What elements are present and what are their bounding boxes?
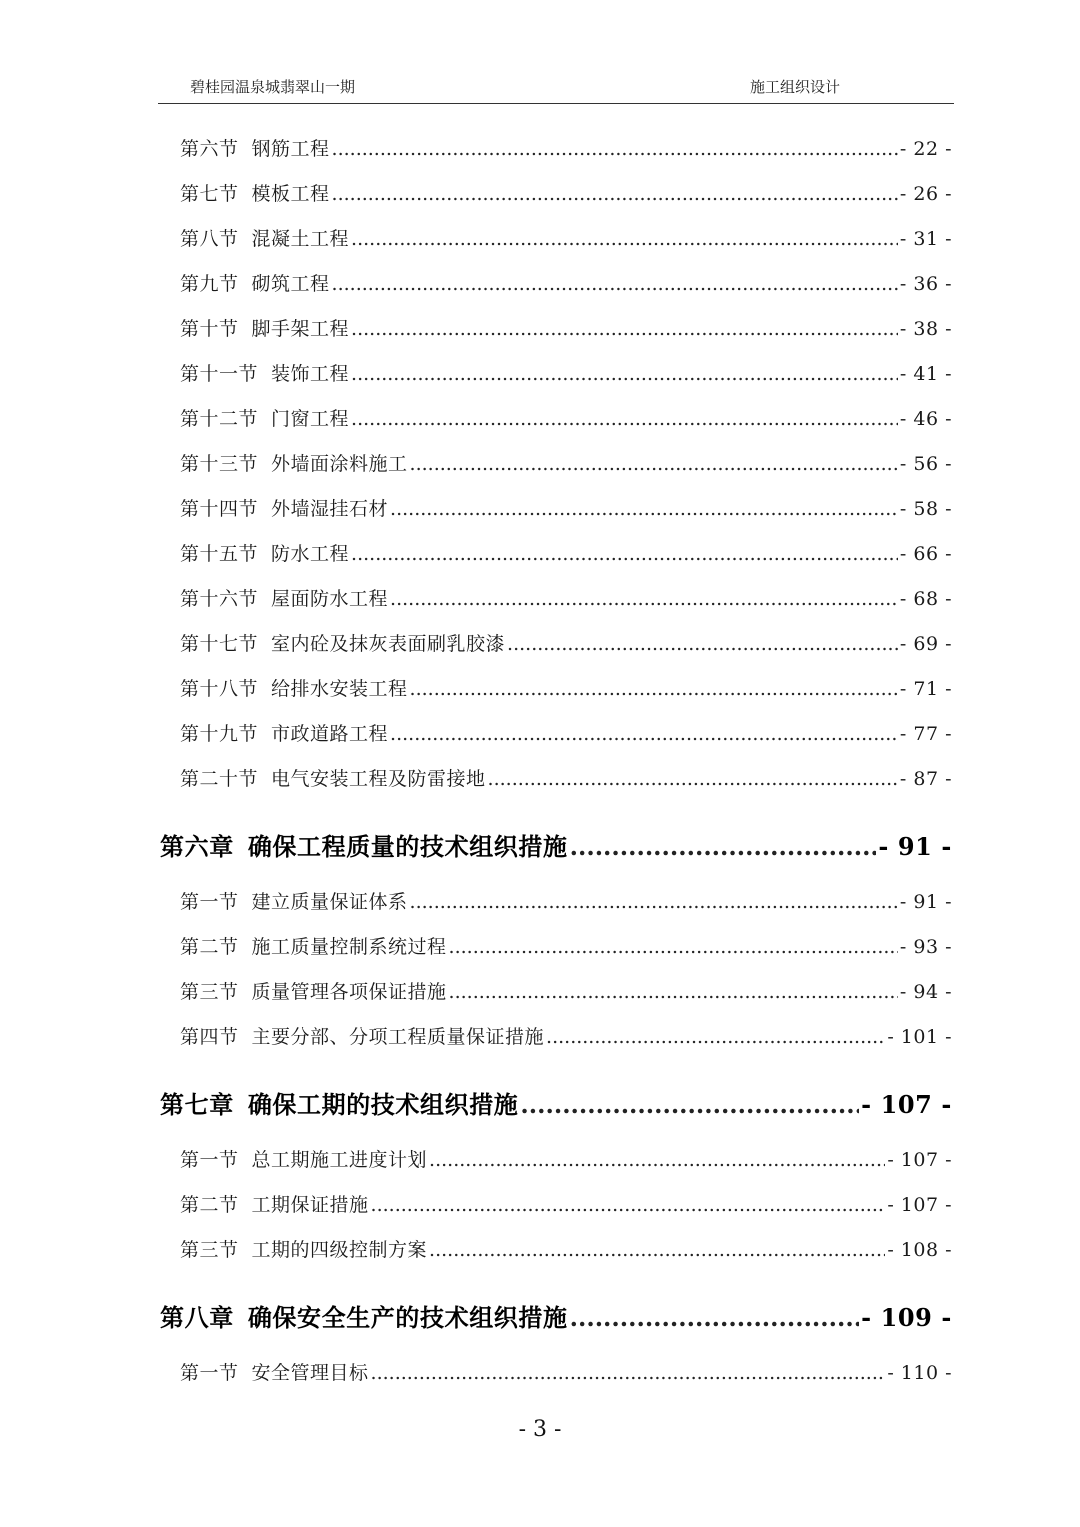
toc-entry-page: - 71 -	[899, 678, 952, 700]
toc-dot-leader	[371, 1194, 886, 1216]
toc-entry-label	[180, 977, 447, 1004]
toc-entry-number: 第九节	[180, 273, 239, 295]
toc-entry-title: 钢筋工程	[251, 138, 330, 160]
toc-chapter-entry[interactable]	[160, 1085, 952, 1120]
toc-entry-number: 第七节	[180, 183, 239, 205]
toc-entry-page: - 66 -	[899, 543, 952, 565]
toc-entry-page: - 22 -	[899, 138, 952, 160]
toc-entry-number: 第十八节	[180, 678, 259, 700]
toc-entry-page: - 94 -	[899, 981, 952, 1003]
toc-entry-page: - 46 -	[899, 408, 952, 430]
toc-dot-leader	[351, 543, 898, 565]
toc-entry-page: - 91 -	[899, 891, 952, 913]
toc-entry-page: - 68 -	[899, 588, 952, 610]
toc-entry-number: 第六节	[180, 138, 239, 160]
toc-entry-label	[180, 314, 349, 341]
toc-section-entry[interactable]	[180, 629, 952, 656]
toc-entry-number: 第十九节	[180, 723, 259, 745]
toc-section-entry[interactable]	[180, 584, 952, 611]
toc-entry-number: 第三节	[180, 981, 239, 1003]
toc-section-entry[interactable]	[180, 539, 952, 566]
toc-dot-leader	[371, 1362, 886, 1384]
toc-entry-title: 给排水安装工程	[271, 678, 408, 700]
toc-entry-page: - 107 -	[887, 1194, 952, 1216]
toc-entry-page: - 31 -	[899, 228, 952, 250]
toc-dot-leader	[520, 1090, 859, 1119]
toc-dot-leader	[429, 1149, 885, 1171]
toc-dot-leader	[410, 453, 898, 475]
toc-dot-leader	[390, 588, 898, 610]
toc-entry-page: - 26 -	[899, 183, 952, 205]
toc-entry-page: - 77 -	[899, 723, 952, 745]
toc-entry-label	[160, 1085, 518, 1120]
toc-entry-page: - 69 -	[899, 633, 952, 655]
toc-entry-page: - 87 -	[899, 768, 952, 790]
toc-entry-title: 建立质量保证体系	[251, 891, 408, 913]
toc-entry-title: 市政道路工程	[271, 723, 389, 745]
toc-entry-page: - 58 -	[899, 498, 952, 520]
toc-entry-title: 总工期施工进度计划	[251, 1149, 428, 1171]
toc-entry-page: - 41 -	[899, 363, 952, 385]
toc-entry-title: 外墙湿挂石材	[271, 498, 389, 520]
toc-section-entry[interactable]	[180, 887, 952, 914]
toc-entry-title: 主要分部、分项工程质量保证措施	[251, 1026, 545, 1048]
toc-entry-label	[180, 674, 408, 701]
toc-entry-number: 第四节	[180, 1026, 239, 1048]
toc-entry-label	[180, 539, 349, 566]
toc-dot-leader	[351, 228, 898, 250]
toc-section-entry[interactable]	[180, 977, 952, 1004]
toc-entry-title: 工期的四级控制方案	[251, 1239, 428, 1261]
toc-entry-page: - 108 -	[887, 1239, 952, 1261]
toc-entry-label	[180, 179, 330, 206]
toc-dot-leader	[332, 183, 898, 205]
toc-dot-leader	[546, 1026, 885, 1048]
toc-section-entry[interactable]	[180, 359, 952, 386]
toc-entry-number: 第十六节	[180, 588, 259, 610]
toc-entry-label	[180, 494, 388, 521]
toc-dot-leader	[332, 273, 898, 295]
header-project-name: 碧桂园温泉城翡翠山一期	[190, 78, 356, 96]
toc-entry-number: 第六章	[160, 832, 234, 861]
toc-chapter-entry[interactable]	[160, 1298, 952, 1333]
toc-entry-title: 门窗工程	[271, 408, 350, 430]
toc-section-entry[interactable]	[180, 1358, 952, 1385]
toc-entry-label	[180, 224, 349, 251]
toc-entry-page: - 109 -	[861, 1303, 952, 1332]
toc-entry-page: - 93 -	[899, 936, 952, 958]
page-number: - 3 -	[518, 1417, 562, 1442]
toc-entry-label	[180, 1235, 427, 1262]
toc-entry-number: 第三节	[180, 1239, 239, 1261]
toc-dot-leader	[351, 408, 898, 430]
toc-entry-title: 屋面防水工程	[271, 588, 389, 610]
toc-entry-number: 第二十节	[180, 768, 259, 790]
toc-entry-page: - 110 -	[887, 1362, 952, 1384]
toc-entry-title: 砌筑工程	[251, 273, 330, 295]
toc-entry-label	[180, 1190, 369, 1217]
toc-entry-title: 确保工期的技术组织措施	[247, 1090, 519, 1119]
toc-dot-leader	[488, 768, 898, 790]
toc-chapter-entry[interactable]	[160, 827, 952, 862]
toc-entry-title: 外墙面涂料施工	[271, 453, 408, 475]
toc-dot-leader	[390, 498, 898, 520]
toc-section-entry[interactable]	[180, 494, 952, 521]
toc-entry-number: 第十四节	[180, 498, 259, 520]
toc-dot-leader	[351, 363, 898, 385]
toc-entry-number: 第八节	[180, 228, 239, 250]
toc-entry-label	[180, 359, 349, 386]
toc-dot-leader	[429, 1239, 885, 1261]
toc-dot-leader	[449, 936, 898, 958]
toc-section-entry[interactable]	[180, 1145, 952, 1172]
toc-entry-title: 工期保证措施	[251, 1194, 369, 1216]
toc-dot-leader	[410, 678, 898, 700]
toc-entry-label	[180, 1022, 544, 1049]
toc-entry-page: - 36 -	[899, 273, 952, 295]
toc-entry-number: 第十三节	[180, 453, 259, 475]
toc-entry-title: 脚手架工程	[251, 318, 350, 340]
toc-section-entry[interactable]	[180, 449, 952, 476]
toc-entry-title: 质量管理各项保证措施	[251, 981, 447, 1003]
toc-entry-title: 施工质量控制系统过程	[251, 936, 447, 958]
toc-section-entry[interactable]	[180, 719, 952, 746]
toc-entry-page: - 107 -	[861, 1090, 952, 1119]
toc-dot-leader	[449, 981, 898, 1003]
toc-dot-leader	[351, 318, 898, 340]
toc-entry-title: 确保安全生产的技术组织措施	[247, 1303, 568, 1332]
toc-dot-leader	[410, 891, 898, 913]
toc-entry-title: 模板工程	[251, 183, 330, 205]
toc-entry-label	[180, 887, 408, 914]
toc-entry-number: 第二节	[180, 936, 239, 958]
toc-entry-page: - 91 -	[878, 832, 952, 861]
toc-entry-title: 室内砼及抹灰表面刷乳胶漆	[271, 633, 506, 655]
toc-entry-page: - 56 -	[899, 453, 952, 475]
toc-dot-leader	[390, 723, 898, 745]
toc-entry-number: 第一节	[180, 1149, 239, 1171]
toc-dot-leader	[570, 832, 877, 861]
toc-section-entry[interactable]	[180, 269, 952, 296]
toc-entry-label	[180, 269, 330, 296]
toc-entry-number: 第二节	[180, 1194, 239, 1216]
toc-entry-title: 混凝土工程	[251, 228, 350, 250]
toc-section-entry[interactable]	[180, 1235, 952, 1262]
toc-entry-title: 防水工程	[271, 543, 350, 565]
toc-entry-number: 第七章	[160, 1090, 234, 1119]
toc-entry-label	[180, 1358, 369, 1385]
toc-entry-number: 第十一节	[180, 363, 259, 385]
header-document-type: 施工组织设计	[750, 78, 841, 96]
toc-entry-number: 第一节	[180, 1362, 239, 1384]
toc-entry-label	[180, 764, 486, 791]
toc-entry-number: 第一节	[180, 891, 239, 913]
toc-section-entry[interactable]	[180, 134, 952, 161]
toc-dot-leader	[507, 633, 898, 655]
toc-dot-leader	[332, 138, 898, 160]
toc-section-entry[interactable]	[180, 932, 952, 959]
toc-entry-label	[180, 1145, 427, 1172]
toc-entry-number: 第十七节	[180, 633, 259, 655]
toc-section-entry[interactable]	[180, 404, 952, 431]
toc-section-entry[interactable]	[180, 764, 952, 791]
toc-entry-page: - 38 -	[899, 318, 952, 340]
toc-entry-label	[180, 719, 388, 746]
toc-section-entry[interactable]	[180, 179, 952, 206]
toc-entry-label	[160, 1298, 568, 1333]
toc-entry-label	[180, 629, 505, 656]
toc-entry-title: 装饰工程	[271, 363, 350, 385]
toc-entry-label	[160, 827, 568, 862]
toc-entry-number: 第十节	[180, 318, 239, 340]
toc-entry-label	[180, 404, 349, 431]
toc-entry-number: 第八章	[160, 1303, 234, 1332]
toc-section-entry[interactable]	[180, 224, 952, 251]
toc-entry-label	[180, 932, 447, 959]
toc-entry-page: - 101 -	[887, 1026, 952, 1048]
toc-entry-page: - 107 -	[887, 1149, 952, 1171]
toc-dot-leader	[570, 1303, 859, 1332]
toc-entry-number: 第十二节	[180, 408, 259, 430]
toc-section-entry[interactable]	[180, 674, 952, 701]
toc-entry-label	[180, 449, 408, 476]
toc-section-entry[interactable]	[180, 1190, 952, 1217]
toc-entry-label	[180, 584, 388, 611]
toc-entry-title: 电气安装工程及防雷接地	[271, 768, 486, 790]
toc-section-entry[interactable]	[180, 314, 952, 341]
toc-entry-title: 确保工程质量的技术组织措施	[247, 832, 568, 861]
toc-section-entry[interactable]	[180, 1022, 952, 1049]
toc-entry-title: 安全管理目标	[251, 1362, 369, 1384]
toc-entry-number: 第十五节	[180, 543, 259, 565]
toc-entry-label	[180, 134, 330, 161]
